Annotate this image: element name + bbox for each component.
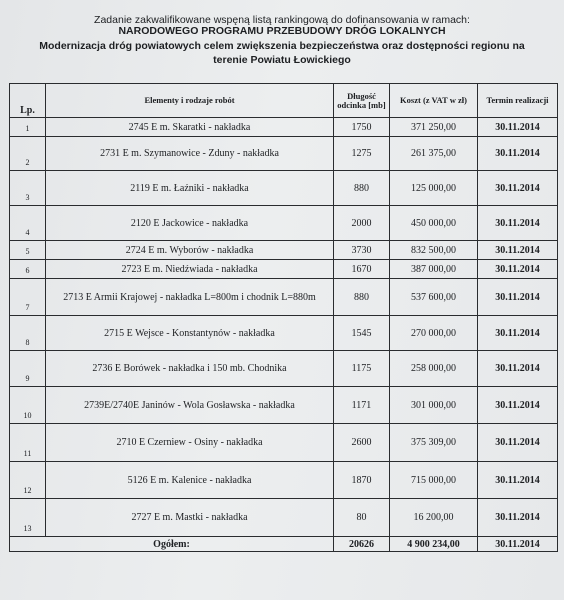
road-cost: 537 600,00 <box>390 279 478 316</box>
row-number: 7 <box>10 279 46 316</box>
row-number: 8 <box>10 316 46 351</box>
completion-date: 30.11.2014 <box>478 206 558 241</box>
row-number: 5 <box>10 241 46 260</box>
row-number: 2 <box>10 137 46 171</box>
road-length: 1750 <box>334 118 390 137</box>
row-number: 13 <box>10 499 46 537</box>
road-work-name: 2727 E m. Mastki - nakładka <box>46 499 334 537</box>
road-length: 1175 <box>334 351 390 387</box>
road-cost: 371 250,00 <box>390 118 478 137</box>
road-cost: 832 500,00 <box>390 241 478 260</box>
road-work-name: 5126 E m. Kalenice - nakładka <box>46 462 334 499</box>
row-number: 12 <box>10 462 46 499</box>
row-number: 9 <box>10 351 46 387</box>
completion-date: 30.11.2014 <box>478 499 558 537</box>
header-program-title: NARODOWEGO PROGRAMU PRZEBUDOWY DRÓG LOKALNYCH <box>118 25 446 37</box>
header-line-1: Zadanie zakwalifikowane wspęną listą rankingową do dofinansowania w ramach: <box>94 14 470 26</box>
table-row <box>10 387 558 424</box>
road-length: 2000 <box>334 206 390 241</box>
table-row <box>10 424 558 462</box>
road-work-name: 2710 E Czerniew - Osiny - nakładka <box>46 424 334 462</box>
road-work-name: 2745 E m. Skaratki - nakładka <box>46 118 334 137</box>
col-header-term: Termin realizacji <box>478 84 558 118</box>
col-header-elements: Elementy i rodzaje robót <box>46 84 334 118</box>
road-work-name: 2715 E Wejsce - Konstantynów - nakładka <box>46 316 334 351</box>
completion-date: 30.11.2014 <box>478 351 558 387</box>
table-row <box>10 260 558 279</box>
row-number: 4 <box>10 206 46 241</box>
road-cost: 261 375,00 <box>390 137 478 171</box>
road-work-name: 2731 E m. Szymanowice - Zduny - nakładka <box>46 137 334 171</box>
road-work-name: 2724 E m. Wyborów - nakładka <box>46 241 334 260</box>
table-row <box>10 118 558 137</box>
road-length: 1275 <box>334 137 390 171</box>
completion-date: 30.11.2014 <box>478 279 558 316</box>
road-cost: 715 000,00 <box>390 462 478 499</box>
col-header-cost: Koszt (z VAT w zł) <box>390 84 478 118</box>
road-length: 1171 <box>334 387 390 424</box>
road-cost: 270 000,00 <box>390 316 478 351</box>
completion-date: 30.11.2014 <box>478 424 558 462</box>
road-work-name: 2120 E Jackowice - nakładka <box>46 206 334 241</box>
road-cost: 450 000,00 <box>390 206 478 241</box>
road-length: 1870 <box>334 462 390 499</box>
road-work-name: 2723 E m. Niedźwiada - nakładka <box>46 260 334 279</box>
row-number: 6 <box>10 260 46 279</box>
road-work-name: 2119 E m. Łaźniki - nakładka <box>46 171 334 206</box>
table-row <box>10 499 558 537</box>
completion-date: 30.11.2014 <box>478 260 558 279</box>
table-row <box>10 316 558 351</box>
road-work-name: 2713 E Armii Krajowej - nakładka L=800m i chodnik L=880m <box>46 279 334 316</box>
road-length: 880 <box>334 171 390 206</box>
road-work-name: 2739E/2740E Janinów - Wola Gosławska - nakładka <box>46 387 334 424</box>
table-row <box>10 206 558 241</box>
road-work-name: 2736 E Borówek - nakładka i 150 mb. Chodnika <box>46 351 334 387</box>
row-number: 1 <box>10 118 46 137</box>
road-cost: 375 309,00 <box>390 424 478 462</box>
road-cost: 258 000,00 <box>390 351 478 387</box>
road-length: 3730 <box>334 241 390 260</box>
header-task-title: Modernizacja dróg powiatowych celem zwiększenia bezpieczeństwa oraz dostępności regionu na <box>39 40 525 52</box>
road-cost: 16 200,00 <box>390 499 478 537</box>
road-length: 880 <box>334 279 390 316</box>
col-header-length: Długość odcinka [mb] <box>334 84 390 118</box>
roads-table <box>9 83 558 552</box>
completion-date: 30.11.2014 <box>478 118 558 137</box>
row-number: 3 <box>10 171 46 206</box>
header-task-title-cont: terenie Powiatu Łowickiego <box>213 54 351 66</box>
row-number: 11 <box>10 424 46 462</box>
road-length: 2600 <box>334 424 390 462</box>
completion-date: 30.11.2014 <box>478 462 558 499</box>
road-cost: 301 000,00 <box>390 387 478 424</box>
completion-date: 30.11.2014 <box>478 316 558 351</box>
road-cost: 387 000,00 <box>390 260 478 279</box>
road-length: 1545 <box>334 316 390 351</box>
table-row <box>10 241 558 260</box>
table-row <box>10 137 558 171</box>
total-term: 30.11.2014 <box>478 537 558 552</box>
completion-date: 30.11.2014 <box>478 241 558 260</box>
road-length: 1670 <box>334 260 390 279</box>
total-row <box>10 537 558 552</box>
completion-date: 30.11.2014 <box>478 387 558 424</box>
total-cost: 4 900 234,00 <box>390 537 478 552</box>
table-row <box>10 462 558 499</box>
table-row <box>10 171 558 206</box>
table-header-row <box>10 84 558 118</box>
col-header-lp: Lp. <box>10 84 46 118</box>
total-label: Ogółem: <box>10 537 334 552</box>
road-length: 80 <box>334 499 390 537</box>
road-cost: 125 000,00 <box>390 171 478 206</box>
table-row <box>10 351 558 387</box>
total-length: 20626 <box>334 537 390 552</box>
row-number: 10 <box>10 387 46 424</box>
table-row <box>10 279 558 316</box>
completion-date: 30.11.2014 <box>478 137 558 171</box>
completion-date: 30.11.2014 <box>478 171 558 206</box>
